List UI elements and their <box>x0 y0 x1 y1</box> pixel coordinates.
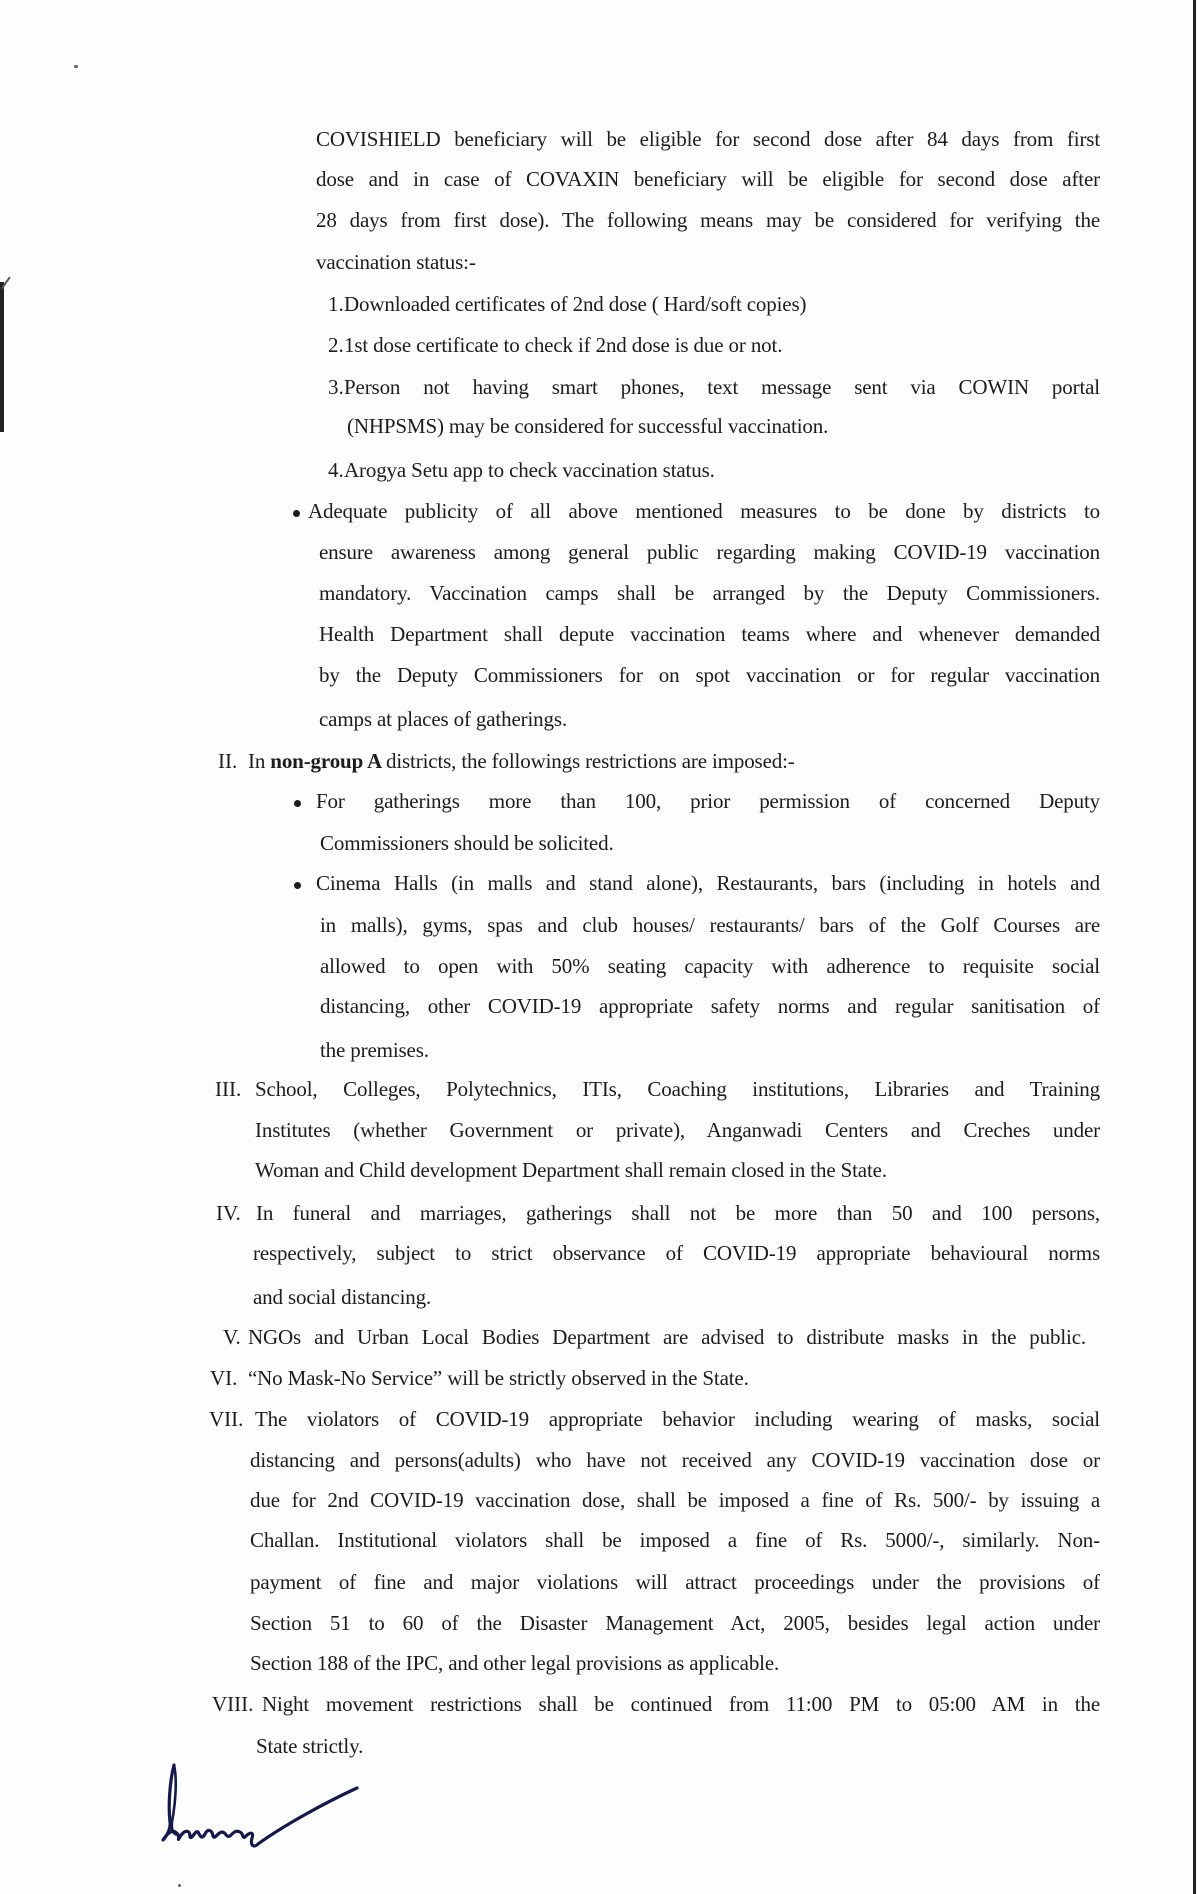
heading-lead: In <box>248 749 271 773</box>
section-numeral: IV. <box>216 1201 241 1225</box>
page-edge-mark <box>0 282 4 432</box>
section-line: Woman and Child development Department shall remain closed in the State. <box>255 1158 887 1182</box>
paragraph-line: dose and in case of COVAXIN beneficiary will be eligible for second dose after <box>316 167 1100 191</box>
list-item-text: 1st dose certificate to check if 2nd dose is due or not. <box>344 333 783 357</box>
bullet-line: the premises. <box>320 1038 429 1062</box>
section-line: distancing and persons(adults) who have not received any COVID-19 vaccination dose or <box>250 1448 1100 1472</box>
list-number: 1. <box>328 292 344 316</box>
section-line: respectively, subject to strict observance of COVID-19 appropriate behavioural norms <box>253 1241 1100 1265</box>
paragraph-line: Health Department shall depute vaccination teams where and whenever demanded <box>319 622 1100 646</box>
list-number: 2. <box>328 333 344 357</box>
list-number: 4. <box>328 458 344 482</box>
section-line: “No Mask-No Service” will be strictly observed in the State. <box>248 1366 749 1390</box>
page-edge <box>1193 0 1196 1894</box>
section-numeral: VII. <box>209 1407 244 1431</box>
bullet-icon <box>294 800 301 807</box>
scan-speck <box>74 65 78 68</box>
paragraph-line: vaccination status:- <box>316 250 476 274</box>
section-numeral: III. <box>215 1077 242 1101</box>
section-heading <box>248 746 795 776</box>
list-number: 3. <box>328 375 344 399</box>
bullet-line: distancing, other COVID-19 appropriate safety norms and regular sanitisation of <box>320 994 1100 1018</box>
section-line: School, Colleges, Polytechnics, ITIs, Coaching institutions, Libraries and Training <box>255 1077 1100 1101</box>
bullet-line: For gatherings more than 100, prior permission of concerned Deputy <box>316 789 1100 813</box>
section-line: Challan. Institutional violators shall be imposed a fine of Rs. 5000/-, similarly. Non- <box>250 1528 1100 1552</box>
bullet-icon <box>293 510 300 517</box>
list-item-text: Arogya Setu app to check vaccination status. <box>344 458 715 482</box>
bullet-line: allowed to open with 50% seating capacity with adherence to requisite social <box>320 954 1100 978</box>
paragraph-line: mandatory. Vaccination camps shall be arranged by the Deputy Commissioners. <box>319 581 1100 605</box>
signature-stroke <box>163 1765 357 1846</box>
signature <box>160 1760 365 1855</box>
list-item-text: Person not having smart phones, text message sent via COWIN portal <box>344 375 1100 399</box>
bullet-line: Commissioners should be solicited. <box>320 831 614 855</box>
section-line: Section 188 of the IPC, and other legal provisions as applicable. <box>250 1651 780 1675</box>
section-line: Night movement restrictions shall be continued from 11:00 PM to 05:00 AM in the <box>262 1692 1100 1716</box>
heading-rest: districts, the followings restrictions are imposed:- <box>386 749 795 773</box>
heading-emphasis: non-group A <box>270 749 386 773</box>
section-line: and social distancing. <box>253 1285 432 1309</box>
paragraph-line: ensure awareness among general public regarding making COVID-19 vaccination <box>319 540 1100 564</box>
section-numeral: VIII. <box>212 1692 254 1716</box>
section-numeral: VI. <box>210 1366 238 1390</box>
scan-speck <box>178 1884 181 1887</box>
paragraph-line: COVISHIELD beneficiary will be eligible for second dose after 84 days from first <box>316 127 1100 151</box>
bullet-icon <box>294 882 301 889</box>
section-line: payment of fine and major violations will attract proceedings under the provisions of <box>250 1570 1100 1594</box>
list-item-text: Downloaded certificates of 2nd dose ( Hard/soft copies) <box>344 292 807 316</box>
section-numeral: II. <box>218 749 238 773</box>
paragraph-line: Adequate publicity of all above mentioned measures to be done by districts to <box>308 499 1100 523</box>
paragraph-line: camps at places of gatherings. <box>319 707 567 731</box>
section-line: State strictly. <box>256 1734 364 1758</box>
section-line: due for 2nd COVID-19 vaccination dose, shall be imposed a fine of Rs. 500/- by issuing a <box>250 1488 1100 1512</box>
paragraph-line: by the Deputy Commissioners for on spot vaccination or for regular vaccination <box>319 663 1100 687</box>
paragraph-line: 28 days from first dose). The following means may be considered for verifying the <box>316 208 1100 232</box>
bullet-line: Cinema Halls (in malls and stand alone), Restaurants, bars (including in hotels and <box>316 871 1100 895</box>
section-numeral: V. <box>223 1325 241 1349</box>
section-line: Section 51 to 60 of the Disaster Management Act, 2005, besides legal action under <box>250 1611 1100 1635</box>
section-line: In funeral and marriages, gatherings shall not be more than 50 and 100 persons, <box>256 1201 1100 1225</box>
bullet-line: in malls), gyms, spas and club houses/ restaurants/ bars of the Golf Courses are <box>320 913 1100 937</box>
list-item-text: (NHPSMS) may be considered for successful vaccination. <box>347 414 829 438</box>
section-line: The violators of COVID-19 appropriate behavior including wearing of masks, social <box>255 1407 1100 1431</box>
section-line: Institutes (whether Government or private), Anganwadi Centers and Creches under <box>255 1118 1100 1142</box>
section-line: NGOs and Urban Local Bodies Department are advised to distribute masks in the public. <box>248 1325 1086 1349</box>
